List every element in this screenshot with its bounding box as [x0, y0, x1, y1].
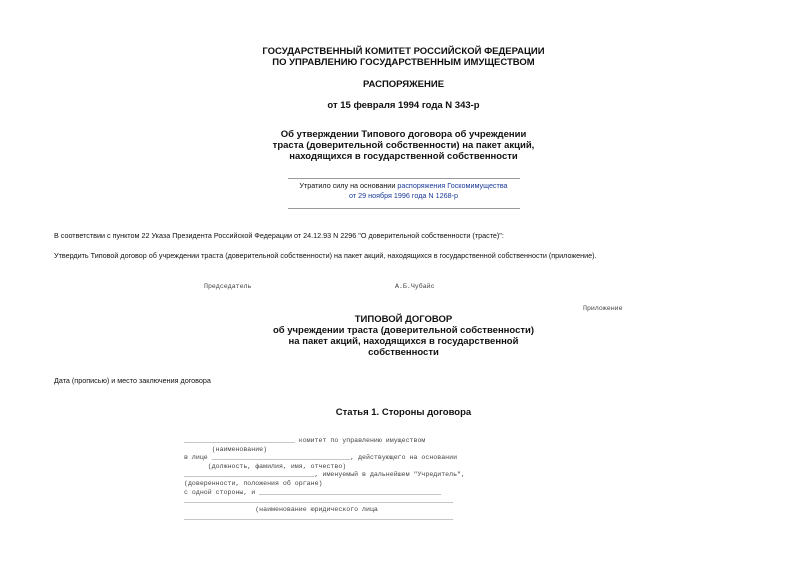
- date-place-line: Дата (прописью) и место заключения договора: [54, 376, 211, 385]
- form-caption: (наименование): [184, 445, 268, 453]
- signature-name: А.Б.Чубайс: [395, 283, 435, 290]
- appendix-title-line4: собственности: [368, 347, 439, 358]
- form-caption: (доверенности, положения об органе): [184, 479, 323, 487]
- form-line: ____________________________________________________________________: [184, 497, 454, 505]
- document-type: РАСПОРЯЖЕНИЕ: [362, 79, 445, 90]
- preamble-paragraph: В соответствии с пунктом 22 Указа Президента Российской Федерации от 24.12.93 N 2296 "О доверительной собственности (трасте)":: [54, 231, 504, 240]
- document-title-line1: Об утверждении Типового договора об учреждении: [280, 129, 527, 140]
- document-title-line2: траста (доверительной собственности) на пакет акций,: [272, 140, 535, 151]
- status-note-line2: [0, 191, 807, 201]
- form-caption: (наименование юридического лица: [184, 505, 378, 513]
- document-title-line3: находящихся в государственной собственности: [289, 151, 518, 162]
- status-note: [0, 181, 807, 191]
- org-name-line2: ПО УПРАВЛЕНИЮ ГОСУДАРСТВЕННЫМ ИМУЩЕСТВОМ: [272, 57, 535, 68]
- document-date: от 15 февраля 1994 года N 343-р: [327, 100, 480, 111]
- status-prefix: Утратило силу на основании: [299, 181, 398, 190]
- form-line: _________________________________, именуемый в дальнейшем "Учредитель",: [184, 471, 465, 479]
- form-line: с одной стороны, и ______________________________________________: [184, 488, 442, 496]
- appendix-label: Приложение: [583, 305, 623, 312]
- approval-paragraph: Утвердить Типовой договор об учреждении траста (доверительной собственности) на пакет акций, находящихся в государственной собственности (приложение).: [54, 251, 597, 260]
- form-line: ____________________________ комитет по управлению имуществом: [184, 437, 426, 444]
- form-line: ____________________________________________________________________: [184, 514, 454, 522]
- org-name-line1: ГОСУДАРСТВЕННЫЙ КОМИТЕТ РОССИЙСКОЙ ФЕДЕРАЦИИ: [262, 46, 545, 57]
- status-divider-top: [288, 178, 520, 179]
- appendix-title-line1: ТИПОВОЙ ДОГОВОР: [354, 314, 453, 325]
- article1-title: Статья 1. Стороны договора: [335, 407, 472, 418]
- status-divider-bottom: [288, 208, 520, 209]
- form-block: [184, 437, 465, 523]
- form-caption: (должность, фамилия, имя, отчество): [184, 462, 347, 470]
- signature-role: Председатель: [204, 283, 252, 290]
- appendix-title-line3: на пакет акций, находящихся в государственной: [288, 336, 519, 347]
- repeal-order-link[interactable]: распоряжения Госкомимущества: [397, 181, 508, 190]
- appendix-title-line2: об учреждении траста (доверительной собственности): [272, 325, 535, 336]
- repeal-order-date-link[interactable]: от 29 ноября 1996 года N 1268-р: [349, 191, 458, 200]
- form-line: в лице ___________________________________, действующего на основании: [184, 454, 458, 462]
